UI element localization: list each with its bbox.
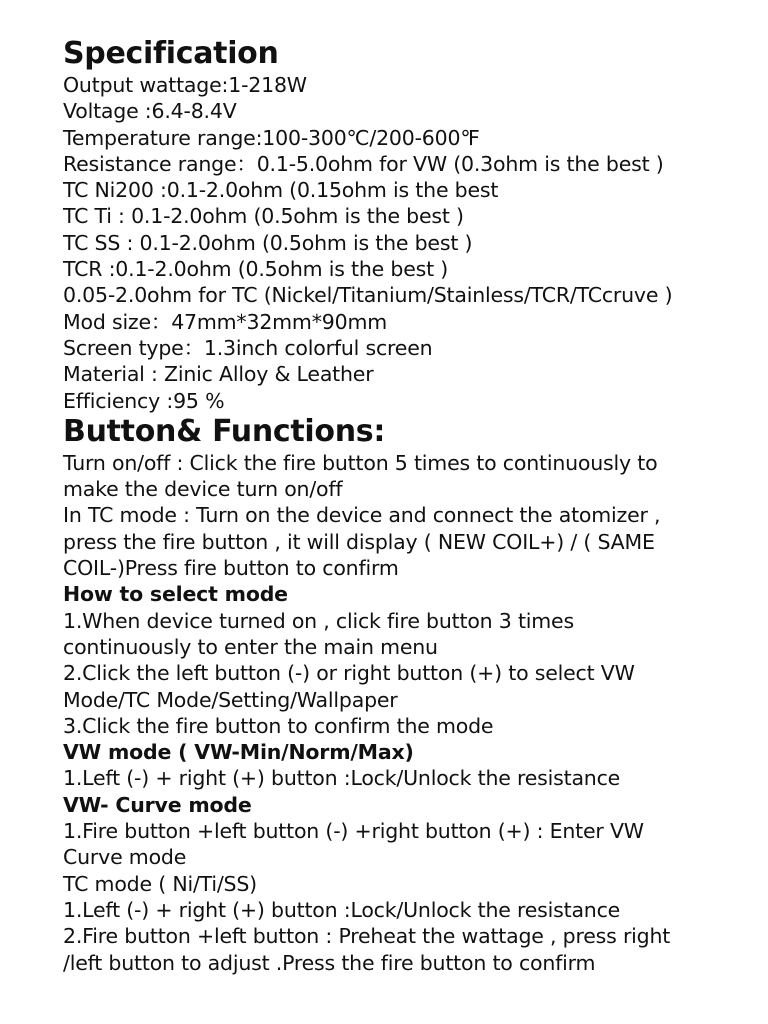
function-line: make the device turn on/off: [63, 477, 343, 502]
vw-mode-heading: VW mode ( VW-Min/Norm/Max): [63, 740, 414, 765]
select-mode-heading: How to select mode: [63, 582, 288, 607]
spec-line: Efficiency :95 %: [63, 388, 225, 413]
tc-mode-line: /left button to adjust .Press the fire button to confirm: [63, 950, 596, 975]
spec-line: Material : Zinic Alloy & Leather: [63, 362, 374, 387]
select-mode-line: 3.Click the fire button to confirm the mode: [63, 713, 494, 738]
spec-line: Output wattage:1-218W: [63, 73, 307, 97]
spec-line: Temperature range:100-300℃/200-600℉: [63, 125, 480, 150]
tc-mode-section: [63, 871, 753, 976]
spec-line: Mod size：47mm*32mm*90mm: [63, 309, 387, 334]
vw-curve-section: [63, 792, 753, 871]
select-mode-line: 1.When device turned on , click fire button 3 times: [63, 608, 574, 633]
tc-mode-heading: TC mode ( Ni/Ti/SS): [63, 871, 257, 896]
specification-heading: Specification: [63, 36, 279, 71]
function-line: Turn on/off : Click the fire button 5 times to continuously to: [63, 450, 658, 475]
spec-line: TC Ni200 :0.1-2.0ohm (0.15ohm is the best: [63, 178, 499, 203]
spec-line: Resistance range：0.1-5.0ohm for VW (0.3ohm is the best ): [63, 151, 664, 176]
tc-mode-line: 1.Left (-) + right (+) button :Lock/Unlock the resistance: [63, 897, 621, 922]
vw-curve-line: Curve mode: [63, 845, 187, 870]
select-mode-line: Mode/TC Mode/Setting/Wallpaper: [63, 687, 398, 712]
spec-line: 0.05-2.0ohm for TC (Nickel/Titanium/Stainless/TCR/TCcruve ): [63, 283, 673, 308]
spec-line: TCR :0.1-2.0ohm (0.5ohm is the best ): [63, 257, 449, 282]
function-line: press the fire button , it will display ( NEW COIL+) / ( SAME: [63, 529, 655, 554]
functions-heading: Button& Functions:: [63, 413, 386, 449]
tc-mode-line: 2.Fire button +left button : Preheat the wattage , press right: [63, 924, 671, 949]
spec-line: Screen type：1.3inch colorful screen: [63, 335, 433, 360]
specification-list: [63, 72, 753, 414]
spec-line: Voltage :6.4-8.4V: [63, 99, 237, 124]
function-line: In TC mode : Turn on the device and connect the atomizer ,: [63, 503, 661, 528]
vw-mode-section: [63, 739, 753, 792]
spec-line: TC Ti : 0.1-2.0ohm (0.5ohm is the best ): [63, 204, 464, 229]
select-mode-section: [63, 581, 753, 739]
functions-intro: [63, 450, 753, 581]
select-mode-line: 2.Click the left button (-) or right button (+) to select VW: [63, 661, 635, 686]
document-page: [63, 36, 753, 976]
spec-line: TC SS : 0.1-2.0ohm (0.5ohm is the best ): [63, 230, 473, 255]
function-line: COIL-)Press fire button to confirm: [63, 556, 399, 581]
vw-mode-line: 1.Left (-) + right (+) button :Lock/Unlock the resistance: [63, 766, 621, 791]
select-mode-line: continuously to enter the main menu: [63, 634, 438, 659]
vw-curve-heading: VW- Curve mode: [63, 792, 252, 817]
vw-curve-line: 1.Fire button +left button (-) +right button (+) : Enter VW: [63, 819, 644, 844]
